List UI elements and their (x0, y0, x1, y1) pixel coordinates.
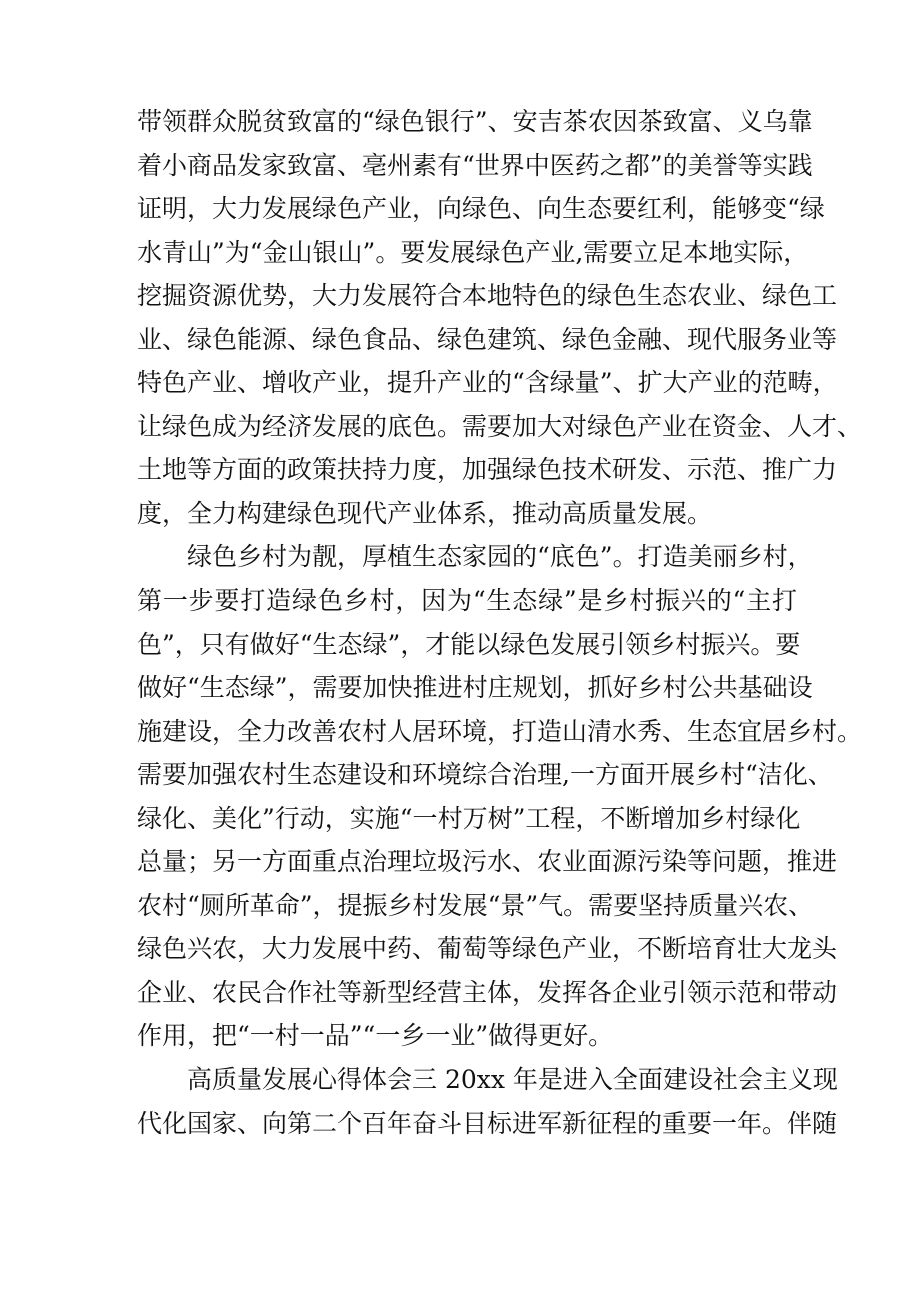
text-line: 业、绿色能源、绿色食品、绿色建筑、绿色金融、现代服务业等 (137, 324, 838, 354)
paragraph-green-industry (137, 100, 863, 535)
text-line: 让绿色成为经济发展的底色。需要加大对绿色产业在资金、人才、 (137, 411, 863, 441)
text-line: 证明，大力发展绿色产业，向绿色、向生态要红利，能够变“绿 (137, 194, 825, 224)
text-line: 色”，只有做好“生态绿”，才能以绿色发展引领乡村振兴。要 (137, 629, 801, 659)
text-line: 土地等方面的政策扶持力度，加强绿色技术研发、示范、推广力 (137, 455, 838, 485)
text-line: 高质量发展心得体会三 20xx 年是进入全面建设社会主义现 (187, 1065, 838, 1095)
document-body (137, 100, 863, 1145)
text-line: 企业、农民合作社等新型经营主体，发挥各企业引领示范和带动 (137, 977, 838, 1007)
text-line: 第一步要打造绿色乡村，因为“生态绿”是乡村振兴的“主打 (137, 586, 797, 616)
text-line: 着小商品发家致富、亳州素有“世界中医药之都”的美誉等实践 (137, 150, 813, 180)
text-line: 挖掘资源优势，大力发展符合本地特色的绿色生态农业、绿色工 (137, 281, 838, 311)
text-line: 代化国家、向第二个百年奋斗目标进军新征程的重要一年。伴随 (137, 1108, 838, 1138)
text-line: 作用，把“一村一品”“一乡一业”做得更好。 (137, 1021, 614, 1051)
text-line: 绿色乡村为靓，厚植生态家园的“底色”。打造美丽乡村， (187, 542, 813, 572)
text-line: 度，全力构建绿色现代产业体系，推动高质量发展。 (137, 498, 713, 528)
text-line: 水青山”为“金山银山”。要发展绿色产业,需要立足本地实际， (137, 237, 809, 267)
paragraph-green-village (137, 535, 863, 1058)
text-line: 带领群众脱贫致富的“绿色银行”、安吉茶农因茶致富、义乌靠 (137, 107, 813, 136)
text-line: 施建设，全力改善农村人居环境，打造山清水秀、生态宜居乡村。 (137, 716, 863, 746)
text-line: 绿色兴农，大力发展中药、葡萄等绿色产业，不断培育壮大龙头 (137, 934, 838, 964)
text-line: 需要加强农村生态建设和环境综合治理,一方面开展乡村“洁化、 (137, 760, 833, 790)
text-line: 绿化、美化”行动，实施“一村万树”工程，不断增加乡村绿化 (137, 803, 801, 833)
text-line: 总量；另一方面重点治理垃圾污水、农业面源污染等问题，推进 (137, 847, 838, 877)
paragraph-high-quality-development (137, 1058, 838, 1145)
text-line: 农村“厕所革命”，提振乡村发展“景”气。需要坚持质量兴农、 (137, 890, 814, 920)
text-line: 做好“生态绿”，需要加快推进村庄规划，抓好乡村公共基础设 (137, 673, 813, 703)
text-line: 特色产业、增收产业，提升产业的“含绿量”、扩大产业的范畴， (137, 368, 838, 398)
